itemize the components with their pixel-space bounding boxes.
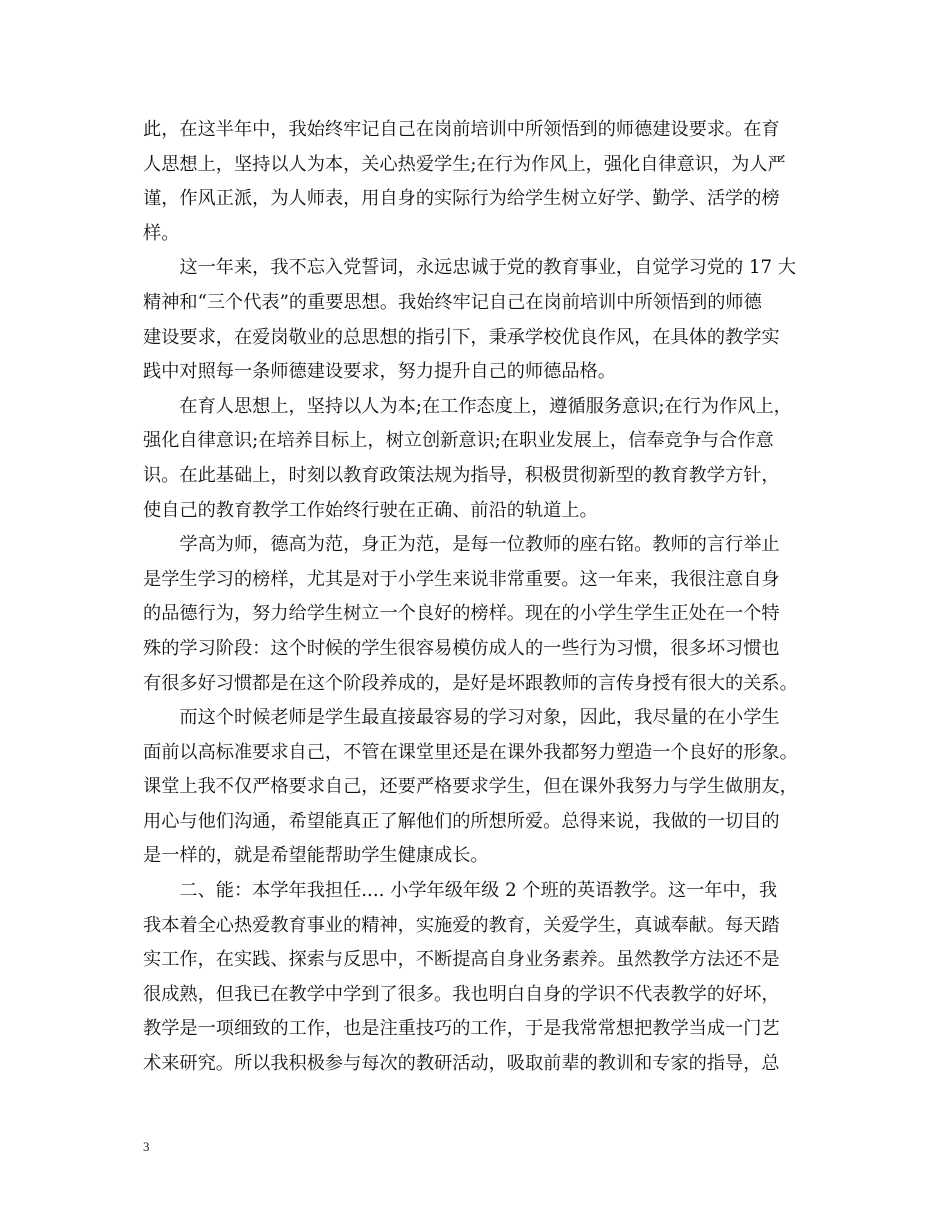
text-line: 识。在此基础上，时刻以教育政策法规为指导，积极贯彻新型的教育教学方针， [143,464,780,486]
text-line: 在育人思想上，坚持以人为本;在工作态度上，遵循服务意识;在行为作风上， [143,395,792,417]
text-line: 是一样的，就是希望能帮助学生健康成长。 [143,845,489,867]
text-line: 很成熟，但我已在教学中学到了很多。我也明白自身的学识不代表教学的好坏， [143,983,780,1005]
text-line: 学高为师，德高为范，身正为范，是每一位教师的座右铭。教师的言行举止 [143,534,780,556]
text-line: 课堂上我不仅严格要求自己，还要严格要求学生，但在课外我努力与学生做朋友， [143,776,798,798]
text-line: 这一年来，我不忘入党誓词，永远忠诚于党的教育事业，自觉学习党的 17 大 [143,257,797,279]
text-line: 是学生学习的榜样，尤其是对于小学生来说非常重要。这一年来，我很注意自身 [143,568,780,590]
text-line: 样。 [143,222,180,244]
text-line: 谨，作风正派，为人师表，用自身的实际行为给学生树立好学、勤学、活学的榜 [143,188,780,210]
text-line: 我本着全心热爱教育事业的精神，实施爱的教育，关爱学生，真诚奉献。每天踏 [143,914,780,936]
text-line: 实工作，在实践、探索与反思中，不断提高自身业务素养。虽然教学方法还不是 [143,949,780,971]
text-line: 二、能：本学年我担任.... 小学年级年级 2 个班的英语教学。这一年中，我 [143,880,778,902]
text-line: 教学是一项细致的工作，也是注重技巧的工作，于是我常常想把教学当成一门艺 [143,1018,780,1040]
text-line: 而这个时候老师是学生最直接最容易的学习对象，因此，我尽量的在小学生 [143,707,780,729]
text-line: 用心与他们沟通，希望能真正了解他们的所想所爱。总得来说，我做的一切目的 [143,810,780,832]
text-line: 建设要求，在爱岗敬业的总思想的指引下，秉承学校优良作风，在具体的教学实 [143,326,780,348]
text-line: 精神和“三个代表”的重要思想。我始终牢记自己在岗前培训中所领悟到的师德 [143,291,762,313]
text-line: 强化自律意识;在培养目标上，树立创新意识;在职业发展上，信奉竞争与合作意 [143,430,774,452]
page-number: 3 [143,1139,150,1154]
body-text [143,113,813,1082]
text-line: 人思想上，坚持以人为本，关心热爱学生;在行为作风上，强化自律意识，为人严 [143,153,786,175]
text-line: 有很多好习惯都是在这个阶段养成的，是好是坏跟教师的言传身授有很大的关系。 [143,672,798,694]
text-line: 使自己的教育教学工作始终行驶在正确、前沿的轨道上。 [143,499,598,521]
text-line: 的品德行为，努力给学生树立一个良好的榜样。现在的小学生学生正处在一个特 [143,603,780,625]
text-line: 此，在这半年中，我始终牢记自己在岗前培训中所领悟到的师德建设要求。在育 [143,119,780,140]
text-line: 践中对照每一条师德建设要求，努力提升自己的师德品格。 [143,361,616,383]
text-line: 面前以高标准要求自己，不管在课堂里还是在课外我都努力塑造一个良好的形象。 [143,741,798,763]
text-line: 殊的学习阶段：这个时候的学生很容易模仿成人的一些行为习惯，很多坏习惯也 [143,637,780,659]
text-line: 术来研究。所以我积极参与每次的教研活动，吸取前辈的教训和专家的指导，总 [143,1053,780,1075]
